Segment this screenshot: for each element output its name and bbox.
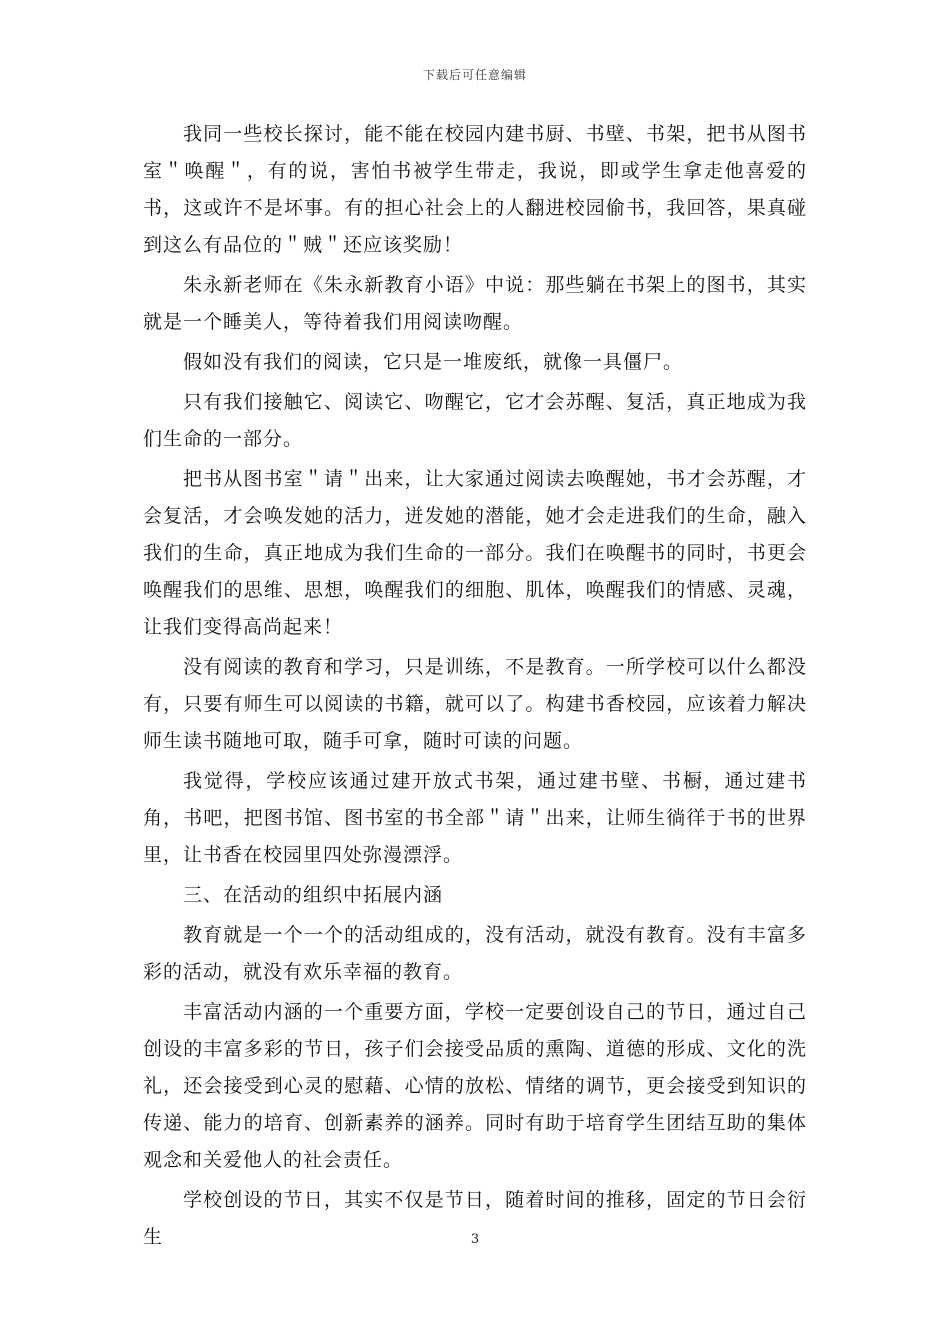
page-header: 下载后可任意编辑 bbox=[422, 68, 527, 82]
paragraph: 假如没有我们的阅读，它只是一堆废纸，就像一具僵尸。 bbox=[183, 351, 684, 373]
paragraph: 教育就是一个一个的活动组成的，没有活动，就没有教育。没有丰富多彩的活动，就没有欢乐幸福的教育。 bbox=[143, 924, 807, 983]
paragraph: 丰富活动内涵的一个重要方面，学校一定要创设自己的节日，通过自己创设的丰富多彩的节日，孩子们会接受品质的熏陶、道德的形成、文化的洗礼，还会接受到心灵的慰藉、心情的放松、情绪的调节，更会接受到知识的传递、能力的培育、创新素养的涵养。同时有助于培育学生团结互助的集体观念和关爱他人的社会责任。 bbox=[143, 1001, 807, 1171]
section-heading: 三、在活动的组织中拓展内涵 bbox=[183, 884, 444, 906]
paragraph: 把书从图书室＂请＂出来，让大家通过阅读去唤醒她，书才会苏醒，才会复活，才会唤发她的活力，迸发她的潜能，她才会走进我们的生命，融入我们的生命，真正地成为我们生命的一部分。我们在唤醒书的同时，书更会唤醒我们的思维、思想，唤醒我们的细胞、肌体，唤醒我们的情感、灵魂，让我们变得高尚起来！ bbox=[143, 468, 807, 638]
paragraph: 我同一些校长探讨，能不能在校园内建书厨、书壁、书架，把书从图书室＂唤醒＂，有的说，害怕书被学生带走，我说，即或学生拿走他喜爱的书，这或许不是坏事。有的担心社会上的人翻进校园偷书，我回答，果真碰到这么有品位的＂贼＂还应该奖励！ bbox=[143, 123, 807, 256]
paragraph: 没有阅读的教育和学习，只是训练，不是教育。一所学校可以什么都没有，只要有师生可以阅读的书籍，就可以了。构建书香校园，应该着力解决师生读书随地可取，随手可拿，随时可读的问题。 bbox=[143, 656, 807, 752]
paragraph: 学校创设的节日，其实不仅是节日，随着时间的推移，固定的节日会衍生 bbox=[143, 1189, 807, 1248]
paragraph: 只有我们接触它、阅读它、吻醒它，它才会苏醒、复活，真正地成为我们生命的一部分。 bbox=[143, 391, 807, 450]
page-number: 3 bbox=[470, 1232, 480, 1247]
paragraph: 朱永新老师在《朱永新教育小语》中说：那些躺在书架上的图书，其实就是一个睡美人，等待着我们用阅读吻醒。 bbox=[143, 274, 807, 333]
document-body bbox=[143, 116, 807, 1259]
paragraph: 我觉得，学校应该通过建开放式书架，通过建书壁、书橱，通过建书角，书吧，把图书馆、图书室的书全部＂请＂出来，让师生徜徉于书的世界里，让书香在校园里四处弥漫漂浮。 bbox=[143, 770, 807, 866]
